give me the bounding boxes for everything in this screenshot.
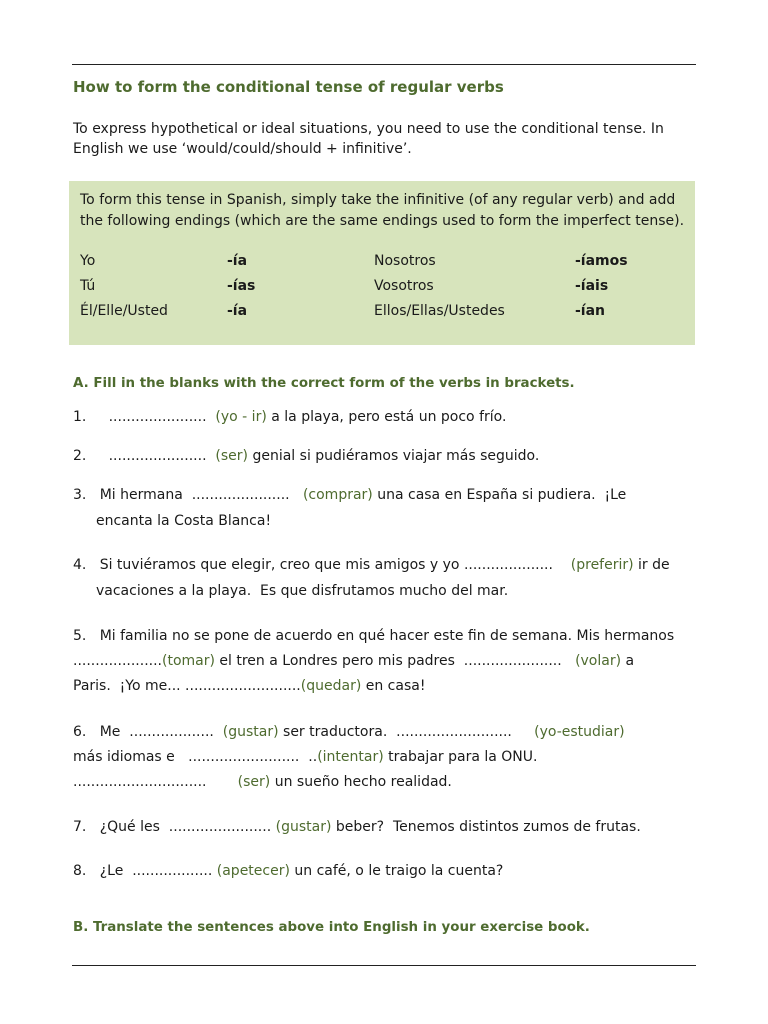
exercise-6-line-2: [73, 748, 537, 766]
exercise-5-line-2: [73, 652, 634, 670]
exercise-1-rest: a la playa, pero está un poco frío.: [266, 409, 507, 425]
pronoun-nosotros: Nosotros: [374, 253, 436, 269]
intro-paragraph: To express hypothetical or ideal situations, you need to use the conditional tense. In English we use ‘would/could/should + infinitive’.: [73, 121, 664, 157]
exercise-6-verb-2: (yo-estudiar): [534, 724, 625, 740]
exercise-5-verb-3: (quedar): [300, 678, 362, 694]
exercise-6: [73, 723, 625, 741]
exercise-5-verb-2: (volar): [575, 653, 622, 669]
exercise-5-text-1: el tren a Londres pero mis padres ......................: [214, 653, 576, 669]
exercise-7-verb: (gustar): [275, 819, 332, 835]
page-title: How to form the conditional tense of regular verbs: [73, 78, 504, 96]
exercise-2-blank: 2. ......................: [73, 448, 216, 464]
exercise-1: [73, 408, 506, 426]
exercise-6-text-1: ser traductora. ..........................: [278, 724, 535, 740]
endings-box: [69, 181, 695, 345]
exercise-3-verb: (comprar): [302, 487, 373, 503]
exercise-3-continued: encanta la Costa Blanca!: [96, 513, 272, 529]
exercise-8-rest: un café, o le traigo la cuenta?: [289, 863, 504, 879]
exercise-8-blank: 8. ¿Le ..................: [73, 863, 217, 879]
ending-yo: -ía: [227, 253, 248, 269]
exercise-5-line-3: [73, 677, 425, 695]
exercise-5-verb-1: (tomar): [162, 653, 215, 669]
exercise-6-verb-1: (gustar): [222, 724, 279, 740]
bottom-rule: [72, 965, 696, 966]
exercise-5-blank-3: Paris. ¡Yo me... ..........................: [73, 678, 301, 694]
endings-explanation: To form this tense in Spanish, simply take the infinitive (of any regular verb) and add the following endings (which are the same endings used to form the imperfect tense).: [80, 192, 685, 229]
exercise-4-blank: 4. Si tuviéramos que elegir, creo que mis amigos y yo ....................: [73, 557, 571, 573]
pronoun-el: Él/Elle/Usted: [80, 303, 168, 319]
exercise-7: [73, 818, 641, 836]
exercise-4-rest: ir de: [633, 557, 670, 573]
exercise-2-verb: (ser): [215, 448, 249, 464]
exercise-7-rest: beber? Tenemos distintos zumos de frutas.: [331, 819, 641, 835]
pronoun-vosotros: Vosotros: [374, 278, 434, 294]
exercise-4: [73, 556, 670, 574]
exercise-5: 5. Mi familia no se pone de acuerdo en qué hacer este fin de semana. Mis hermanos: [73, 628, 675, 644]
ending-vosotros: -íais: [575, 278, 609, 294]
ending-el: -ía: [227, 303, 248, 319]
exercise-8: [73, 862, 503, 880]
top-rule: [72, 64, 696, 65]
section-a-heading: A. Fill in the blanks with the correct form of the verbs in brackets.: [73, 376, 575, 391]
exercise-3-blank: 3. Mi hermana ......................: [73, 487, 303, 503]
pronoun-yo: Yo: [80, 253, 96, 269]
exercise-6-text-2: trabajar para la ONU.: [383, 749, 538, 765]
exercise-3-rest: una casa en España si pudiera. ¡Le: [372, 487, 627, 503]
exercise-2-rest: genial si pudiéramos viajar más seguido.: [248, 448, 540, 464]
section-b-heading: B. Translate the sentences above into English in your exercise book.: [73, 920, 590, 935]
exercise-6-verb-3: (intentar): [317, 749, 384, 765]
ending-ellos: -ían: [575, 303, 606, 319]
exercise-6-line-3: [73, 773, 452, 791]
exercise-1-blank: 1. ......................: [73, 409, 216, 425]
exercise-5-text-2: a: [621, 653, 635, 669]
exercise-6-verb-4: (ser): [237, 774, 271, 790]
exercise-5-text-3: en casa!: [361, 678, 426, 694]
exercise-7-blank: 7. ¿Qué les .......................: [73, 819, 276, 835]
exercise-2: [73, 447, 539, 465]
exercise-5-blank-1: ....................: [73, 653, 163, 669]
ending-nosotros: -íamos: [575, 253, 628, 269]
exercise-4-continued: vacaciones a la playa. Es que disfrutamos mucho del mar.: [96, 583, 509, 599]
ending-tu: -ías: [227, 278, 256, 294]
exercise-6-blank-3: ..............................: [73, 774, 238, 790]
exercise-6-blank-2: más idiomas e ......................... ..: [73, 749, 318, 765]
exercise-6-blank-1: 6. Me ...................: [73, 724, 223, 740]
exercise-8-verb: (apetecer): [216, 863, 290, 879]
pronoun-tu: Tú: [80, 278, 96, 294]
exercise-6-text-3: un sueño hecho realidad.: [270, 774, 452, 790]
pronoun-ellos: Ellos/Ellas/Ustedes: [374, 303, 505, 319]
exercise-3: [73, 486, 626, 504]
exercise-4-verb: (preferir): [570, 557, 634, 573]
exercise-1-verb: (yo - ir): [215, 409, 267, 425]
